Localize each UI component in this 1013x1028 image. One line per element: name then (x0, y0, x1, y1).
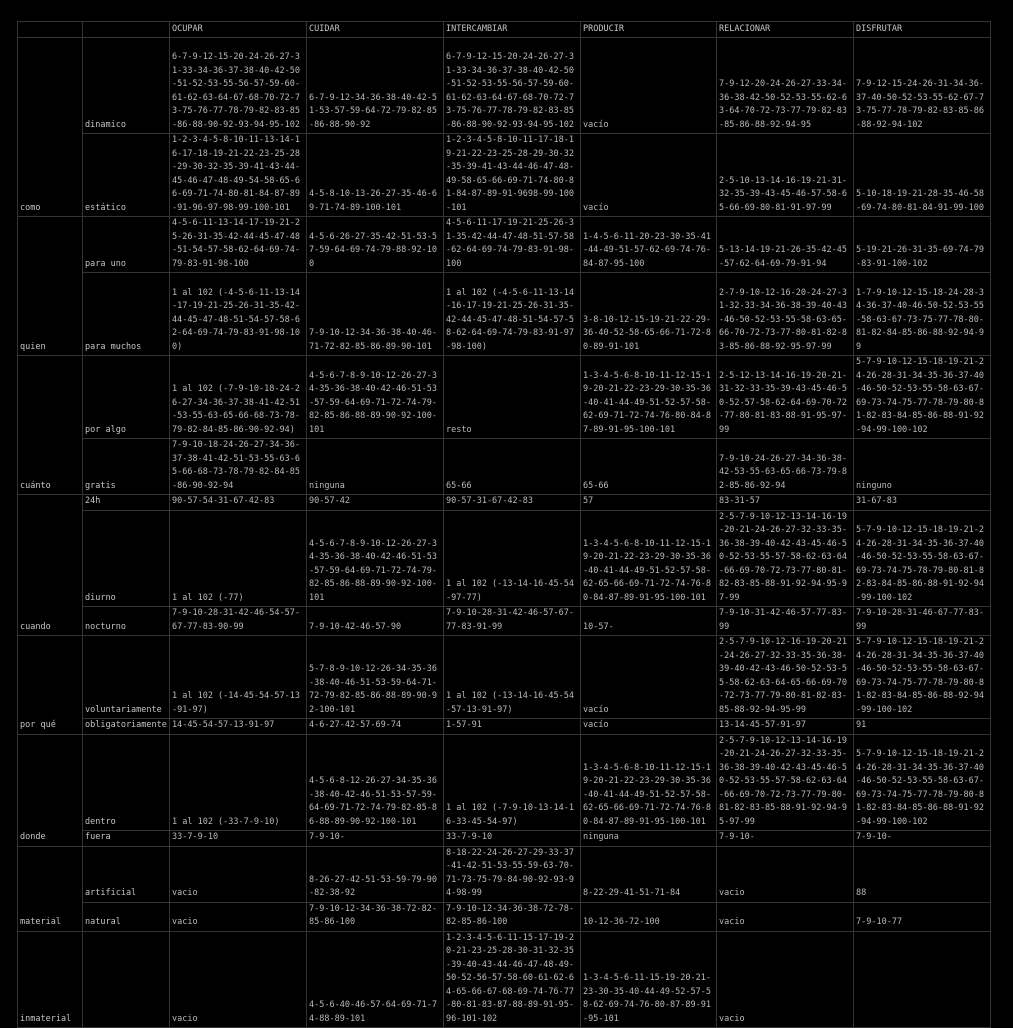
table-cell: vacío (581, 636, 717, 719)
table-cell: 1 al 102 (-7-9-10-13-14-16-33-45-54-97) (444, 734, 581, 831)
table-cell: vacio (717, 902, 854, 931)
header-corner (18, 22, 83, 38)
header-intercambiar: INTERCAMBIAR (444, 22, 581, 38)
table-cell: 4-5-6-11-17-19-21-25-26-31-35-42-44-47-48-51-57-58-62-64-69-74-79-83-91-98-100 (444, 217, 581, 273)
table-cell: 2-5-7-9-10-12-13-14-16-19-20-21-24-26-27-32-33-35-36-38-39-40-42-43-45-46-50-52-53-55-57-58-62-63-64-66-69-70-72-73-77-79-80-81-82-83-85-88-91-92-94-95-97-99 (717, 734, 854, 831)
table-cell: 8-22-29-41-51-71-84 (581, 846, 717, 902)
data-table (17, 21, 991, 1028)
header-row (18, 22, 991, 38)
subcategory-label: dinamico (83, 38, 170, 134)
table-cell: 1 al 102 (-13-14-16-45-54-57-13-91-97) (444, 636, 581, 719)
table-cell: 7-9-10-18-24-26-27-34-36-37-38-41-42-51-53-55-63-65-66-68-73-78-79-82-84-85-86-90-92-94 (170, 439, 307, 495)
subcategory-label: estático (83, 134, 170, 217)
category-label: quien (18, 217, 83, 356)
table-cell: 1 al 102 (-4-5-6-11-13-14-17-19-21-25-26-31-35-42-44-45-47-48-51-54-57-58-62-64-69-74-79-83-91-98-100) (170, 273, 307, 356)
table-row (18, 931, 991, 1028)
table-cell: 7-9-10-12-34-36-38-72-82-85-86-100 (307, 902, 444, 931)
table-cell: 7-9-10-24-26-27-34-36-38-42-53-55-63-65-66-73-79-82-85-86-92-94 (717, 439, 854, 495)
table-cell (854, 931, 991, 1028)
table-cell: 33-7-9-10 (170, 831, 307, 847)
table-cell: 90-57-54-31-67-42-83 (170, 495, 307, 511)
table-cell: 7-9-10-28-31-42-46-54-57-67-77-83-90-99 (170, 607, 307, 636)
table-cell: 1-3-4-5-6-11-15-19-20-21-23-30-35-40-44-49-52-57-58-62-69-74-76-80-87-89-91-95-101 (581, 931, 717, 1028)
table-cell: 57 (581, 495, 717, 511)
category-label: donde (18, 734, 83, 846)
header-corner-sub (83, 22, 170, 38)
category-label: cuánto (18, 356, 83, 495)
table-cell: 91 (854, 719, 991, 735)
table-cell: 1-57-91 (444, 719, 581, 735)
subcategory-label: dentro (83, 734, 170, 831)
table-cell: 3-8-10-12-15-19-21-22-29-36-40-52-58-65-66-71-72-80-89-91-101 (581, 273, 717, 356)
table-cell: 7-9-10-12-34-36-38-72-78-82-85-86-100 (444, 902, 581, 931)
table-cell: 7-9-10- (307, 831, 444, 847)
table-cell: 1-7-9-10-12-15-18-24-28-34-36-37-40-46-50-52-53-55-58-63-67-73-75-77-78-80-81-82-84-85-86-88-92-94-99 (854, 273, 991, 356)
subcategory-label (83, 931, 170, 1028)
table-cell: 1 al 102 (-33-7-9-10) (170, 734, 307, 831)
header-ocupar: OCUPAR (170, 22, 307, 38)
table-cell: 8-18-22-24-26-27-29-33-37-41-42-51-53-55-59-63-70-71-73-75-79-84-90-92-93-94-98-99 (444, 846, 581, 902)
table-cell: 5-10-18-19-21-28-35-46-58-69-74-80-81-84-91-99-100 (854, 134, 991, 217)
table-cell: 1-4-5-6-11-20-23-30-35-41-44-49-51-57-62-69-74-76-84-87-95-100 (581, 217, 717, 273)
table-cell: 6-7-9-12-15-20-24-26-27-31-33-34-36-37-38-40-42-50-51-52-53-55-56-57-59-60-61-62-63-64-67-68-70-72-73-75-76-77-78-79-82-83-85-86-88-90-92-93-94-95-102 (170, 38, 307, 134)
table-cell: ninguno (854, 439, 991, 495)
table-row (18, 831, 991, 847)
table-cell: 5-7-9-10-12-15-18-19-21-24-26-28-31-34-35-36-37-40-46-50-52-53-55-58-63-67-69-73-74-75-77-78-79-80-81-82-83-84-85-86-88-91-92-94-99-100-102 (854, 356, 991, 439)
table-cell: vacío (581, 134, 717, 217)
table-cell: 14-45-54-57-13-91-97 (170, 719, 307, 735)
table-row (18, 439, 991, 495)
table-cell: 4-5-6-26-27-35-42-51-53-57-59-64-69-74-79-88-92-100 (307, 217, 444, 273)
table-cell: 2-5-10-13-14-16-19-21-31-32-35-39-43-45-46-57-58-65-66-69-80-81-91-97-99 (717, 134, 854, 217)
table-cell: 5-7-8-9-10-12-26-34-35-36-38-40-46-51-53-59-64-71-72-79-82-85-86-88-89-90-92-100-101 (307, 636, 444, 719)
table-row (18, 846, 991, 902)
table-cell: 1 al 102 (-7-9-10-18-24-26-27-34-36-37-38-41-42-51-53-55-63-65-66-68-73-78-79-82-84-85-86-90-92-94) (170, 356, 307, 439)
subcategory-label: artificial (83, 846, 170, 902)
table-cell: vacio (170, 902, 307, 931)
table-cell: 7-9-10-28-31-42-46-57-67-77-83-91-99 (444, 607, 581, 636)
table-row (18, 734, 991, 831)
table-cell: 7-9-10-31-42-46-57-77-83-99 (717, 607, 854, 636)
table-cell: 13-14-45-57-91-97 (717, 719, 854, 735)
subcategory-label: por algo (83, 356, 170, 439)
table-cell: 65-66 (581, 439, 717, 495)
table-cell: 88 (854, 846, 991, 902)
subcategory-label: natural (83, 902, 170, 931)
table-cell: 5-7-9-10-12-15-18-19-21-24-26-28-31-34-35-36-37-40-46-50-52-53-55-58-63-67-69-73-74-75-77-78-79-80-81-82-83-84-85-86-88-92-94-99-100-102 (854, 636, 991, 719)
table-row (18, 217, 991, 273)
subcategory-label: obligatoriamente (83, 719, 170, 735)
table-row (18, 38, 991, 134)
table-row (18, 510, 991, 607)
table-cell: 1-2-3-4-5-8-10-11-17-18-19-21-22-23-25-28-29-30-32-35-39-41-43-44-46-47-48-49-58-65-66-69-71-74-80-81-84-87-89-91-9698-99-100-101 (444, 134, 581, 217)
table-cell: 8-26-27-42-51-53-59-79-90-82-38-92 (307, 846, 444, 902)
table-cell: 1 al 102 (-77) (170, 510, 307, 607)
table-cell: vacío (581, 719, 717, 735)
table-cell: 83-31-57 (717, 495, 854, 511)
table-cell: 7-9-10-77 (854, 902, 991, 931)
table-body (18, 38, 991, 1028)
table-cell: 2-5-7-9-10-12-13-14-16-19-20-21-24-26-27-32-33-35-36-38-39-40-42-43-45-46-50-52-53-55-57-58-62-63-64-66-69-70-72-73-77-80-81-82-83-85-88-91-92-94-95-97-99 (717, 510, 854, 607)
table-cell: 10-57- (581, 607, 717, 636)
table-cell: resto (444, 356, 581, 439)
table-cell: 4-5-6-8-12-26-27-34-35-36-38-40-42-46-51-53-57-59-64-69-71-72-74-79-82-85-86-88-89-90-92-100-101 (307, 734, 444, 831)
table-cell: 90-57-31-67-42-83 (444, 495, 581, 511)
table-row (18, 902, 991, 931)
table-cell: 4-6-27-42-57-69-74 (307, 719, 444, 735)
table-cell: 5-7-9-10-12-15-18-19-21-24-26-28-31-34-35-36-37-40-46-50-52-53-55-58-63-67-69-73-74-75-77-78-79-80-81-82-83-84-85-86-88-91-92-94-99-100-102 (854, 734, 991, 831)
table-cell: 1 al 102 (-13-14-16-45-54-97-77) (444, 510, 581, 607)
category-label: como (18, 38, 83, 217)
table-cell: 2-5-12-13-14-16-19-20-21-31-32-33-35-39-43-45-46-50-52-57-58-62-64-69-70-72-77-80-81-83-88-91-95-97-99 (717, 356, 854, 439)
table-cell: 1-2-3-4-5-6-11-15-17-19-20-21-23-25-28-30-31-32-35-39-40-43-44-46-47-48-49-50-52-56-57-58-60-61-62-64-65-66-67-68-69-74-76-77-80-81-83-87-88-89-91-95-96-101-102 (444, 931, 581, 1028)
subcategory-label: voluntariamente (83, 636, 170, 719)
table-cell: 4-5-6-11-13-14-17-19-21-25-26-31-35-42-44-45-47-48-51-54-57-58-62-64-69-74-79-83-91-98-100 (170, 217, 307, 273)
header-cuidar: CUIDAR (307, 22, 444, 38)
table-cell: vacio (717, 931, 854, 1028)
table-cell: 31-67-83 (854, 495, 991, 511)
table-cell: 1 al 102 (-14-45-54-57-13-91-97) (170, 636, 307, 719)
table-cell: 6-7-9-12-34-36-38-40-42-51-53-57-59-64-72-79-82-85-86-88-90-92 (307, 38, 444, 134)
table-cell: 5-7-9-10-12-15-18-19-21-24-26-28-31-34-35-36-37-40-46-50-52-53-55-58-63-67-69-73-74-75-78-79-80-81-82-83-84-85-86-88-91-92-94-99-100-102 (854, 510, 991, 607)
table-cell: 4-5-8-10-13-26-27-35-46-69-71-74-89-100-101 (307, 134, 444, 217)
table-cell: 5-19-21-26-31-35-69-74-79-83-91-100-102 (854, 217, 991, 273)
table-cell: vacio (717, 846, 854, 902)
subcategory-label: fuera (83, 831, 170, 847)
category-label: cuando (18, 495, 83, 636)
table-cell: 4-5-6-7-8-9-10-12-26-27-34-35-36-38-40-42-46-51-53-57-59-64-69-71-72-74-79-82-85-86-88-89-90-92-100-101 (307, 510, 444, 607)
header-relacionar: RELACIONAR (717, 22, 854, 38)
table-cell: 7-9-10-28-31-46-67-77-83-99 (854, 607, 991, 636)
header-disfrutar: DISFRUTAR (854, 22, 991, 38)
table-cell: 1-3-4-5-6-8-10-11-12-15-19-20-21-22-23-29-30-35-36-40-41-44-49-51-52-57-58-62-65-66-69-71-72-74-76-80-84-87-89-91-95-100-101 (581, 510, 717, 607)
table-row (18, 134, 991, 217)
table-cell: ninguna (581, 831, 717, 847)
table-cell: 7-9-12-15-24-26-31-34-36-37-40-50-52-53-55-62-67-73-75-77-78-79-82-83-85-86-88-92-94-102 (854, 38, 991, 134)
subcategory-label: gratis (83, 439, 170, 495)
subcategory-label: nocturno (83, 607, 170, 636)
table-cell: 4-5-6-40-46-57-64-69-71-74-88-89-101 (307, 931, 444, 1028)
table-row (18, 636, 991, 719)
table-cell: vacio (170, 846, 307, 902)
table-cell: 6-7-9-12-15-20-24-26-27-31-33-34-36-37-38-40-42-50-51-52-53-55-56-57-59-60-61-62-63-64-67-68-70-72-73-75-76-77-78-79-82-83-85-86-88-90-92-93-94-95-102 (444, 38, 581, 134)
table-row (18, 495, 991, 511)
table-cell: 5-13-14-19-21-26-35-42-45-57-62-64-69-79-91-94 (717, 217, 854, 273)
table-row (18, 273, 991, 356)
category-label: material (18, 846, 83, 931)
table-cell: 2-7-9-10-12-16-20-24-27-31-32-33-34-36-38-39-40-43-46-50-52-53-55-58-63-65-66-70-72-73-77-80-81-82-83-85-86-88-92-95-97-99 (717, 273, 854, 356)
table-cell: 1 al 102 (-4-5-6-11-13-14-16-17-19-21-25-26-31-35-42-44-45-47-48-51-54-57-58-62-64-69-74-79-83-91-97-98-100) (444, 273, 581, 356)
table-cell: vacío (581, 38, 717, 134)
table-cell: 2-5-7-9-10-12-16-19-20-21-24-26-27-32-33-35-36-38-39-40-42-43-46-50-52-53-55-58-62-63-64-65-66-69-70-72-73-77-79-80-81-82-83-85-88-92-94-95-99 (717, 636, 854, 719)
table-row (18, 719, 991, 735)
subcategory-label: diurno (83, 510, 170, 607)
table-cell: 90-57-42 (307, 495, 444, 511)
table-cell: 4-5-6-7-8-9-10-12-26-27-34-35-36-38-40-42-46-51-53-57-59-64-69-71-72-74-79-82-85-86-88-89-90-92-100-101 (307, 356, 444, 439)
table-row (18, 356, 991, 439)
table-cell: 33-7-9-10 (444, 831, 581, 847)
table-cell: 1-3-4-5-6-8-10-11-12-15-19-20-21-22-23-29-30-35-36-40-41-44-49-51-52-57-58-62-65-66-69-71-72-74-76-80-84-87-89-91-95-100-101 (581, 734, 717, 831)
category-label: inmaterial (18, 931, 83, 1028)
table-cell: 10-12-36-72-100 (581, 902, 717, 931)
table-cell: 7-9-10-42-46-57-90 (307, 607, 444, 636)
table-row (18, 607, 991, 636)
category-label: por qué (18, 636, 83, 735)
table-cell: vacio (170, 931, 307, 1028)
table-cell: 7-9-10- (717, 831, 854, 847)
table-cell: 1-2-3-4-5-8-10-11-13-14-16-17-18-19-21-22-23-25-28-29-30-32-35-39-41-43-44-45-46-47-48-49-54-58-65-66-69-71-74-80-81-84-87-89-91-96-97-98-99-100-101 (170, 134, 307, 217)
subcategory-label: para uno (83, 217, 170, 273)
subcategory-label: 24h (83, 495, 170, 511)
table-cell: 7-9-10- (854, 831, 991, 847)
header-producir: PRODUCIR (581, 22, 717, 38)
table-cell: 1-3-4-5-6-8-10-11-12-15-19-20-21-22-23-29-30-35-36-40-41-44-49-51-52-57-58-62-69-71-72-74-76-80-84-87-89-91-95-100-101 (581, 356, 717, 439)
table-cell: ninguna (307, 439, 444, 495)
subcategory-label: para muchos (83, 273, 170, 356)
table-cell: 7-9-10-12-34-36-38-40-46-71-72-82-85-86-89-90-101 (307, 273, 444, 356)
table-cell: 7-9-12-20-24-26-27-33-34-36-38-42-50-52-53-55-62-63-64-70-72-73-77-79-82-83-85-86-88-92-94-95 (717, 38, 854, 134)
table-cell: 65-66 (444, 439, 581, 495)
